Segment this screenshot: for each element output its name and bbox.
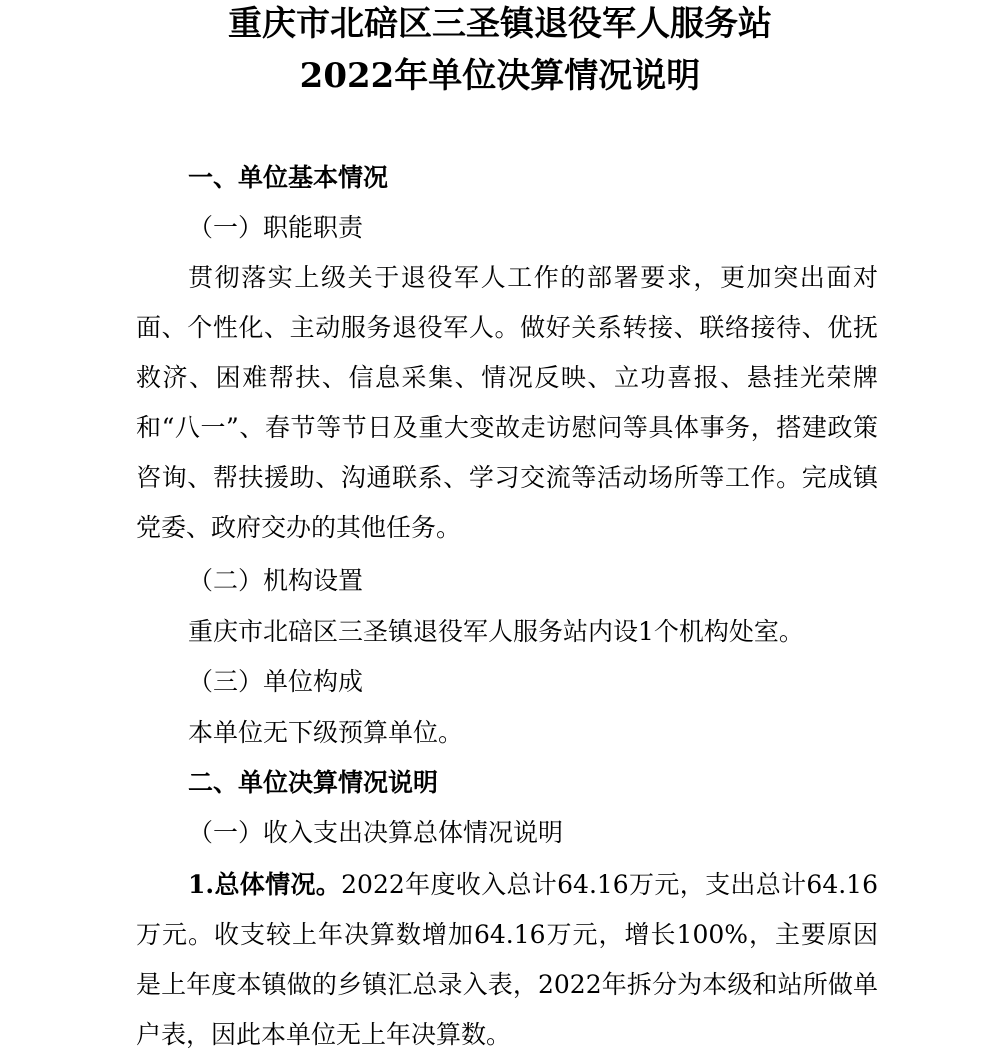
section1-heading: 一、单位基本情况 xyxy=(188,163,389,192)
document-title-line2: 2022年单位决算情况说明 xyxy=(299,56,701,96)
overall-text: 2022年度收入总计64.16万元，支出总计64.16万元。收支较上年决算数增加64.16万元，增长100%，主要原因是上年度本镇做的乡镇汇总录入表，2022年拆分为本级和站所做单户表，因此本单位无上年决算数。 xyxy=(136,870,878,1049)
functions-paragraph: 贯彻落实上级关于退役军人工作的部署要求，更加突出面对面、个性化、主动服务退役军人。做好关系转接、联络接待、优抚救济、困难帮扶、信息采集、情况反映、立功喜报、悬挂光荣牌和“八一”、春节等节日及重大变故走访慰问等具体事务，搭建政策咨询、帮扶援助、沟通联系、学习交流等活动场所等工作。完成镇党委、政府交办的其他任务。 xyxy=(136,263,878,542)
composition-paragraph: 本单位无下级预算单位。 xyxy=(188,718,464,747)
section1-sub1-heading: （一）职能职责 xyxy=(188,213,364,242)
overall-paragraph xyxy=(136,860,878,1060)
section2-sub1-heading: （一）收入支出决算总体情况说明 xyxy=(188,818,564,847)
section2-heading: 二、单位决算情况说明 xyxy=(188,768,439,797)
overall-lead: 1.总体情况。 xyxy=(188,870,342,899)
section1-sub2-heading: （二）机构设置 xyxy=(188,566,364,595)
organization-paragraph: 重庆市北碚区三圣镇退役军人服务站内设1个机构处室。 xyxy=(188,617,804,646)
document-title-line1: 重庆市北碚区三圣镇退役军人服务站 xyxy=(228,4,772,44)
section1-sub3-heading: （三）单位构成 xyxy=(188,667,364,696)
